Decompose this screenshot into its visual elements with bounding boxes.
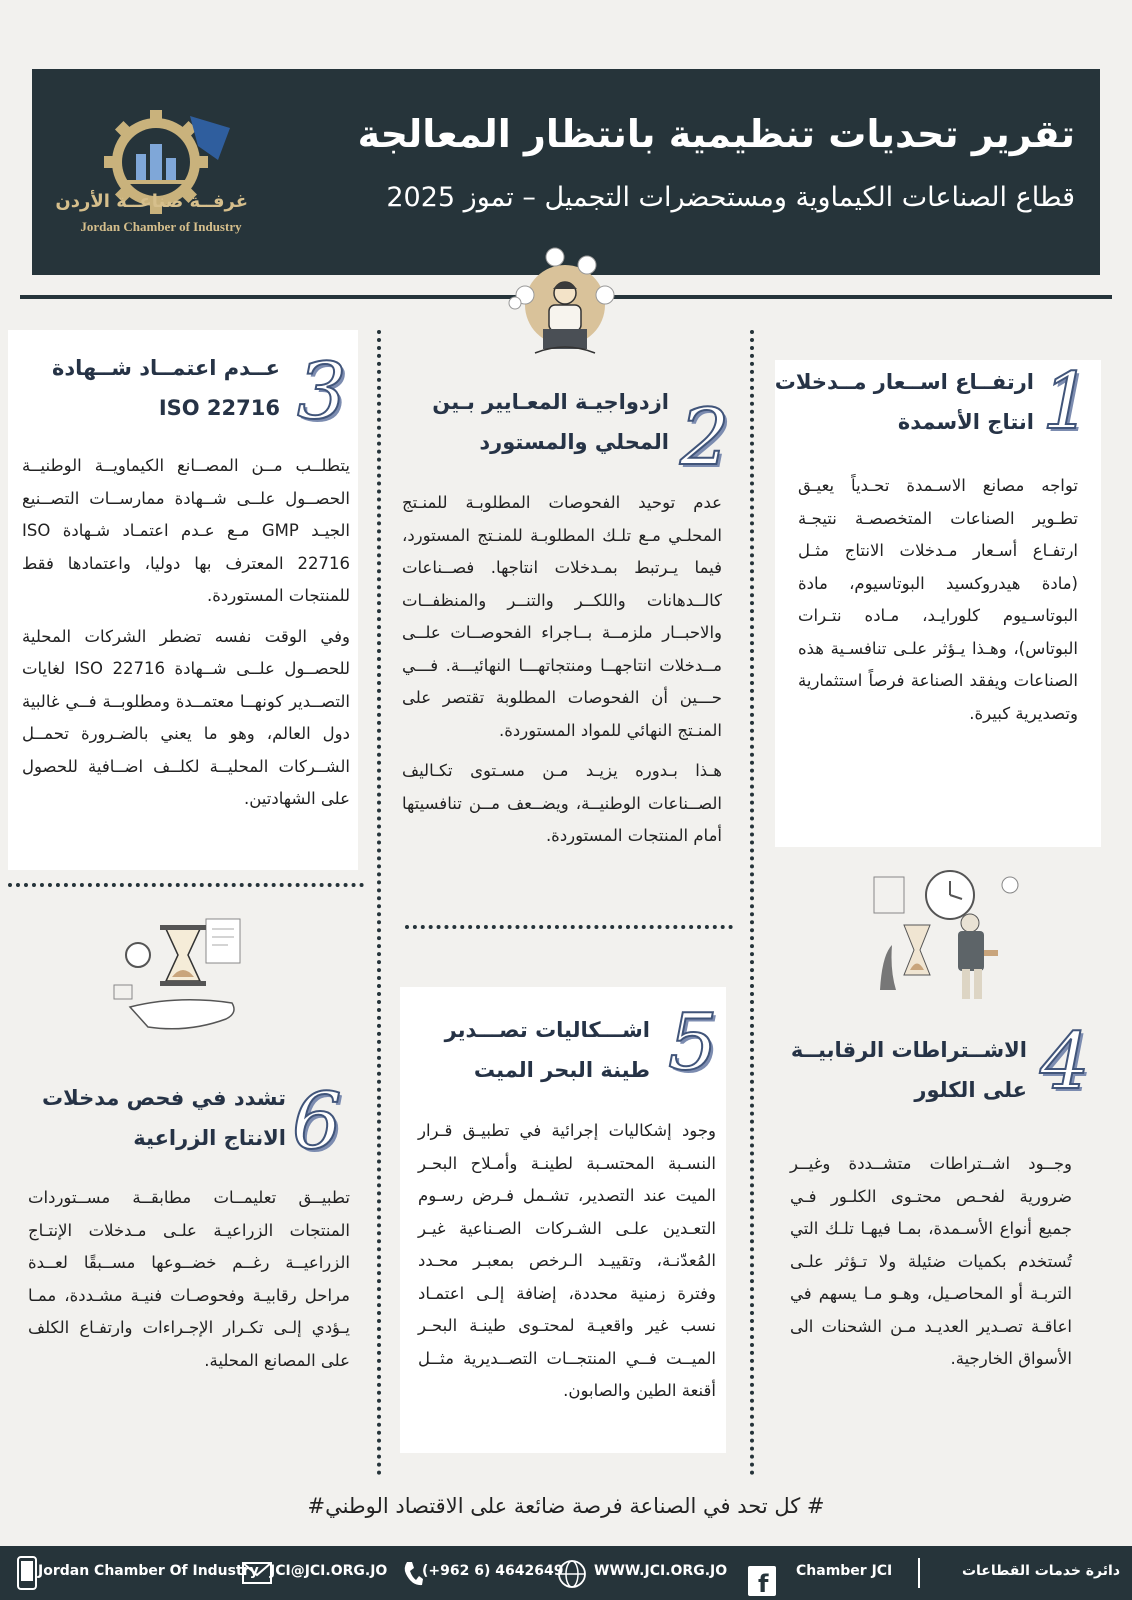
section-3-title: عــدم اعتمــاد شــهادة ISO 22716	[52, 356, 280, 420]
hand-hourglass-illustration	[108, 915, 248, 1045]
section-5-body: وجود إشكاليات إجرائية في تطبيـق قـرار النسـبة المحتسـبة لطينـة وأمـلاح البحـر الميت عند التصدير، تشـمل فـرض رسـوم التعـدين علـى الشـركات الصـناعية غيـر المُعدّنـة، وتقييـد الـرخص بمعبـر محـدد وفترة زمنية محددة، إضافة إلـى اعتمـاد نسب غير واقعيـة لمحتـوى طينـة البحـر الميــت فــي المنتجــات التصــديرية مثــل أقنعة الطين والصابون.	[418, 1121, 716, 1400]
section-5-title: اشـــكاليات تصـــدير طينة البحر الميت	[444, 1018, 650, 1082]
section-4-number: 4	[1040, 1017, 1090, 1107]
section-6-title: تشدد في فحص مدخلات الانتاج الزراعية	[42, 1086, 286, 1150]
row-divider-middle	[405, 925, 733, 929]
logo-english-text: Jordan Chamber of Industry	[80, 219, 242, 234]
hashtag-slogan: # كل تحد في الصناعة فرصة ضائعة على الاقتصاد الوطني#	[307, 1494, 825, 1518]
page-title: تقرير تحديات تنظيمية بانتظار المعالجة	[357, 112, 1075, 156]
section-2-title: ازدواجيـة المعـايير بـين المحلي والمستورد	[432, 390, 669, 454]
svg-text:f: f	[758, 1570, 769, 1596]
footer-organization: Jordan Chamber Of Industry	[38, 1563, 259, 1579]
section-4-title: الاشــتراطات الرقابيــة على الكلور	[790, 1038, 1027, 1102]
phone-icon	[402, 1560, 424, 1588]
footer-bar	[0, 1546, 1132, 1600]
column-divider-left	[377, 330, 381, 1476]
row-divider-left	[8, 883, 364, 887]
footer-phone[interactable]: (+962 6) 4642649	[422, 1563, 564, 1579]
section-6-body: تطبيــق تعليمــات مطابقــة مســتوردات المنتجات الزراعيـة علـى مـدخلات الإنتـاج الزراعيــة رغــم خضــوعها مســبقًا لعــدة مراحل رقابيـة وفحوصـات فنيـة مشـددة، ممـا يـؤدي إلـى تكـرار الإجـراءات وارتفـاع الكلف على المصانع المحلية.	[28, 1188, 350, 1370]
person-laptop-illustration	[505, 245, 625, 380]
column-divider-right	[750, 330, 754, 1476]
section-1-number: 1	[1042, 357, 1092, 447]
logo-arabic-text: غرفــة صناعــة الأردن	[55, 191, 248, 212]
footer-facebook[interactable]: Chamber JCI	[796, 1563, 893, 1579]
footer-email[interactable]: JCI@JCI.ORG.JO	[270, 1563, 388, 1579]
section-3-body: يتطلــب مــن المصــانع الكيماويــة الوطنيــة الحصــول علــى شــهادة ممارســات التصــنيع الجيـد GMP مـع عـدم اعتمـاد شـهادة ISO 22716 المعترف بها دوليا، واعتمادها فقط للمنتجات المستوردة. وفي الوقت نفسه تضطر الشركات المحلية للحصــول علــى شــهادة ISO 22716 لغايات التصــدير كونهــا معتمــدة ومطلوبــة فــي غالبية دول العالم، وهو ما يعني بالضـرورة تحمــل الشــركات المحليــة لكلــف اضــافية للحصول على الشهادتين.	[22, 456, 350, 808]
footer-department: دائرة خدمات القطاعات	[961, 1563, 1120, 1579]
page-subtitle: قطاع الصناعات الكيماوية ومستحضرات التجميل – تموز 2025	[386, 182, 1075, 213]
woman-clock-hourglass-illustration	[870, 865, 1030, 1005]
mobile-phone-icon	[16, 1556, 38, 1590]
section-1-title: ارتفــاع اســعار مــدخلات انتاج الأسمدة	[774, 370, 1034, 434]
section-6-number: 6	[292, 1077, 342, 1167]
section-4-body: وجــود اشــتراطات متشــددة وغيــر ضرورية لفحـص محتـوى الكلـور فـي جميع أنواع الأسـمدة، بمـا فيهـا تلـك التي تُستخدم بكميات ضئيلة ولا تـؤثر علـى التربـة أو المحاصـيل، وهـو مـا يسهم في اعاقـة تصـدير العديـد مـن الشحنات الى الأسواق الخارجية.	[790, 1154, 1072, 1368]
section-2-number: 2	[680, 393, 730, 483]
footer-website[interactable]: WWW.JCI.ORG.JO	[594, 1563, 728, 1579]
footer-divider	[918, 1558, 920, 1588]
section-5-number: 5	[668, 998, 718, 1088]
facebook-icon[interactable]	[748, 1566, 776, 1596]
section-1-body: تواجه مصانع الاسـمدة تحـدياً يعيـق تطـوير الصناعات المتخصصـة نتيجـة ارتفـاع أسـعار مـدخلات الانتاج مثـل (مادة هيدروكسيد البوتاسيوم، مادة البوتاسـيوم كلورايـد، مـاده نتـرات البوتاس)، وهـذا يـؤثر علـى تنافسـية هذه الصناعات ويفقد الصناعة فرصاً استثمارية وتصديرية كبيرة.	[798, 476, 1078, 723]
section-3-number: 3	[297, 347, 347, 437]
section-2-body: عدم توحيد الفحوصات المطلوبـة للمنـتج المحلـي مـع تلـك المطلوبـة للمنـتج المستورد، فيما يـرتبط بمـدخلات انتاجها. فصــناعات كالــدهانات واللكــر والتنــر والمنظفــات والاحبــار ملزمــة بــاجراء الفحوصــات علــى مــدخلات انتاجهــا ومنتجاتهـــا النهائيـــة. فـــي حـــين أن الفحوصات المطلوبة تقتصر على المنـتج النهائي للمواد المستوردة. هـذا بـدوره يزيـد مـن مسـتوى تكـاليف الصــناعات الوطنيــة، ويضــعف مــن تنافسيتها أمام المنتجات المستوردة.	[402, 493, 722, 845]
